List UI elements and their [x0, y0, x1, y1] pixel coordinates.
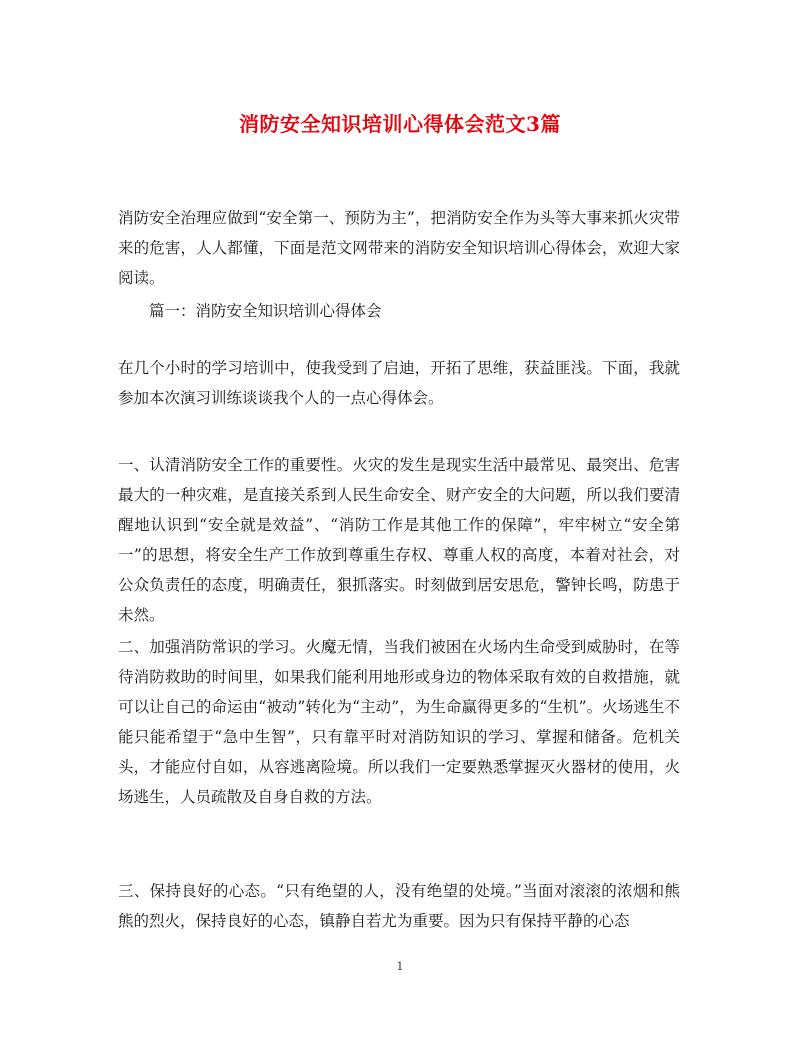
section-heading: 篇一：消防安全知识培训心得体会: [149, 302, 382, 320]
body-paragraph: 二、加强消防常识的学习。火魔无情，当我们被困在火场内生命受到威胁时，在等待消防救助的时间里，如果我们能利用地形或身边的物体采取有效的自救措施，就可以让自己的命运由“被动”转化为“主动”，为生命赢得更多的“生机”。火场逃生不能只能希望于“急中生智”，只有靠平时对消防知识的学习、掌握和储备。危机关头，才能应付自如，从容逃离险境。所以我们一定要熟悉掌握灭火器材的使用，火场逃生，人员疏散及自身自救的方法。: [118, 638, 680, 806]
intro-paragraph: 消防安全治理应做到“安全第一、预防为主”，把消防安全作为头等大事来抓火灾带来的危害，人人都懂，下面是范文网带来的消防安全知识培训心得体会，欢迎大家阅读。: [118, 209, 680, 287]
document-title: 消防安全知识培训心得体会范文3篇: [239, 112, 561, 136]
page-number: 1: [396, 960, 404, 973]
body-paragraph: 一、认清消防安全工作的重要性。火灾的发生是现实生活中最常见、最突出、危害最大的一种灾难，是直接关系到人民生命安全、财产安全的大问题，所以我们要清醒地认识到“安全就是效益”、“消防工作是其他工作的保障”，牢牢树立“安全第一”的思想，将安全生产工作放到尊重生存权、尊重人权的高度，本着对社会，对公众负责任的态度，明确责任，狠抓落实。时刻做到居安思危，警钟长鸣，防患于未然。: [118, 456, 680, 624]
body-paragraph: 三、保持良好的心态。“只有绝望的人，没有绝望的处境。”当面对滚滚的浓烟和熊熊的烈火，保持良好的心态，镇静自若尤为重要。因为只有保持平静的心态: [118, 882, 680, 930]
body-paragraph: 在几个小时的学习培训中，使我受到了启迪，开拓了思维，获益匪浅。下面，我就参加本次演习训练谈谈我个人的一点心得体会。: [118, 359, 680, 407]
